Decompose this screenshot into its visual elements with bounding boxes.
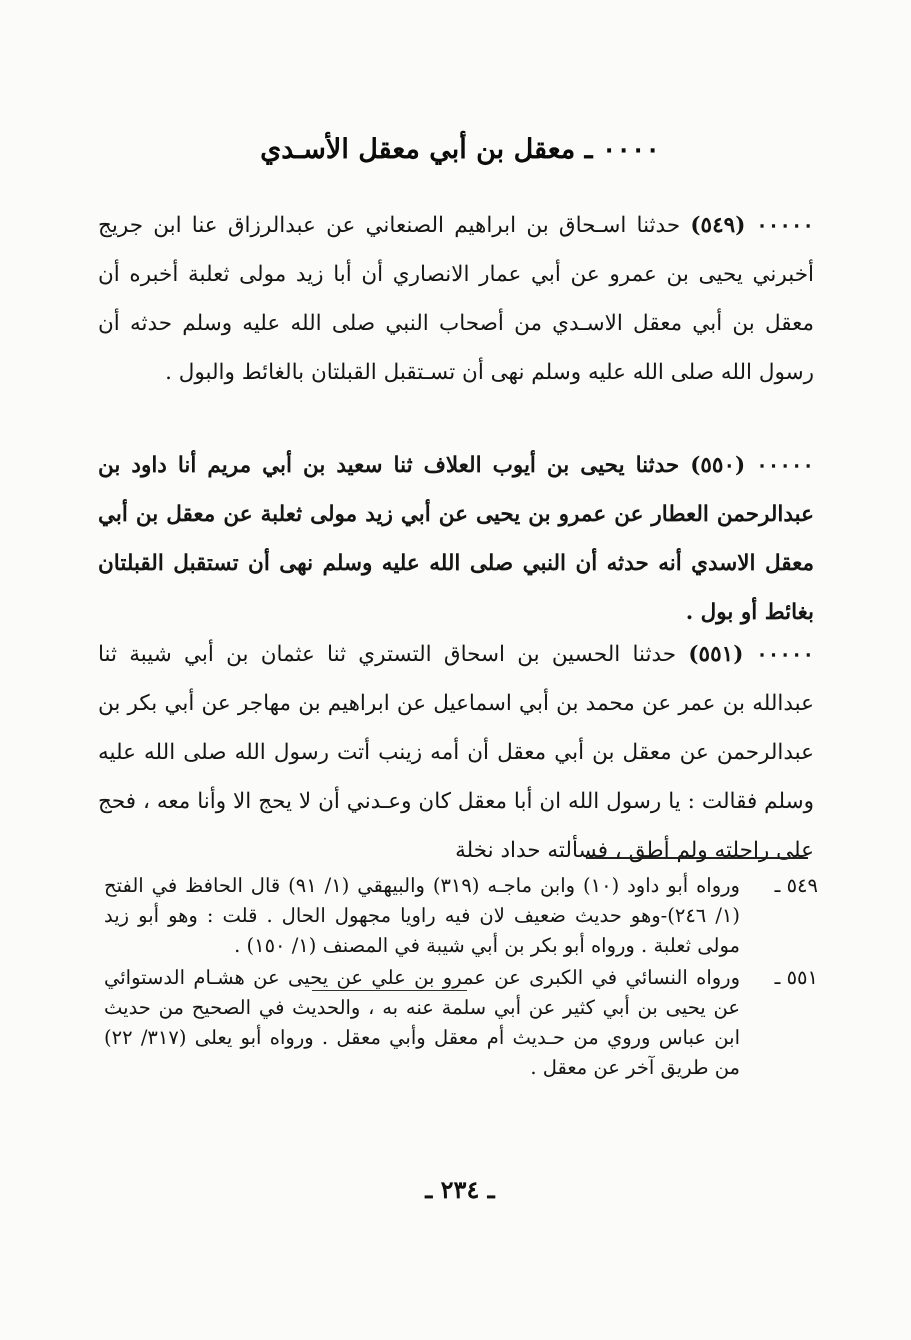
footnote-549 [104,871,818,961]
footnote-551 [104,963,818,1083]
footnote-separator [586,857,808,859]
paragraph-number: ٠٠٠٠٠ (٥٥١) [688,642,814,667]
page-title: ٠٠٠٠ ـ معقل بن أبي معقل الأسـدي [260,134,660,165]
footnote-text: ورواه النسائي في الكبرى عن عمرو بن علي عن يحيى عن هشـام الدستوائي عن يحيى بن أبي كثير عن أبي سلمة عنه به ، والحديث في الصحيح من حديث ابن عباس وروي من حـديث أم معقل وأبي معقل . ورواه أبو يعلى (٣١٧/ ٢٢) من طريق آخر عن معقل . [104,966,740,1079]
page-number: ـ ٢٣٤ ـ [425,1175,495,1204]
paragraph-number: ٠٠٠٠٠ (٥٤٩) [690,213,814,238]
footnote-text: ورواه أبو داود (١٠) وابن ماجـه (٣١٩) والبيهقي (١/ ٩١) قال الحافظ في الفتح (١/ ٢٤٦)-وهو حديث ضعيف لان فيه راويا مجهول الحال . قلت : وهو أبو زيد مولى ثعلبة . ورواه أبو بكر بن أبي شيبة في المصنف (١/ ١٥٠) . [104,874,740,957]
paragraph-text: حدثنا الحسين بن اسحاق التستري ثنا عثمان بن أبي شيبة ثنا عبدالله بن عمر عن محمد بن أبي اسماعيل عن ابراهيم بن مهاجر عن أبي بكر بن عبدالرحمن عن معقل بن أبي معقل أن أمه زينب أتت رسول الله صلى الله عليه وسلم فقالت : يا رسول الله ان أبا معقل كان وعـدني أن لا يحج الا وأنا معه ، فحج على راحلته ولم أطق ، فسألته حداد نخلة [98,642,814,863]
hadith-paragraph-551 [98,630,814,875]
paragraph-number: ٠٠٠٠٠ (٥٥٠) [690,453,814,478]
hadith-paragraph-550 [98,441,814,637]
paragraph-text: حدثنا اسـحاق بن ابراهيم الصنعاني عن عبدالرزاق عنا ابن جريج أخبرني يحيى بن عمرو عن أبي عمار الانصاري أن أبا زيد مولى ثعلبة أخبره أن معقل بن أبي معقل الاسـدي من أصحاب النبي صلى الله عليه وسلم حدثه أن رسول الله صلى الله عليه وسلم نهى أن تسـتقبل القبلتان بالغائط والبول . [98,213,814,385]
footnote-number: ٥٤٩ ـ [774,874,818,897]
footnote-divider [312,990,467,991]
paragraph-text: حدثنا يحيى بن أيوب العلاف ثنا سعيد بن أبي مريم أنا داود بن عبدالرحمن العطار عن عمرو بن يحيى عن أبي زيد مولى ثعلبة عن معقل بن أبي معقل الاسدي أنه حدثه أن النبي صلى الله عليه وسلم نهى أن تستقبل القبلتان بغائط أو بول . [98,453,814,625]
hadith-paragraph-549 [98,201,814,397]
footnotes [104,871,818,1083]
footnote-number: ٥٥١ ـ [774,966,818,989]
